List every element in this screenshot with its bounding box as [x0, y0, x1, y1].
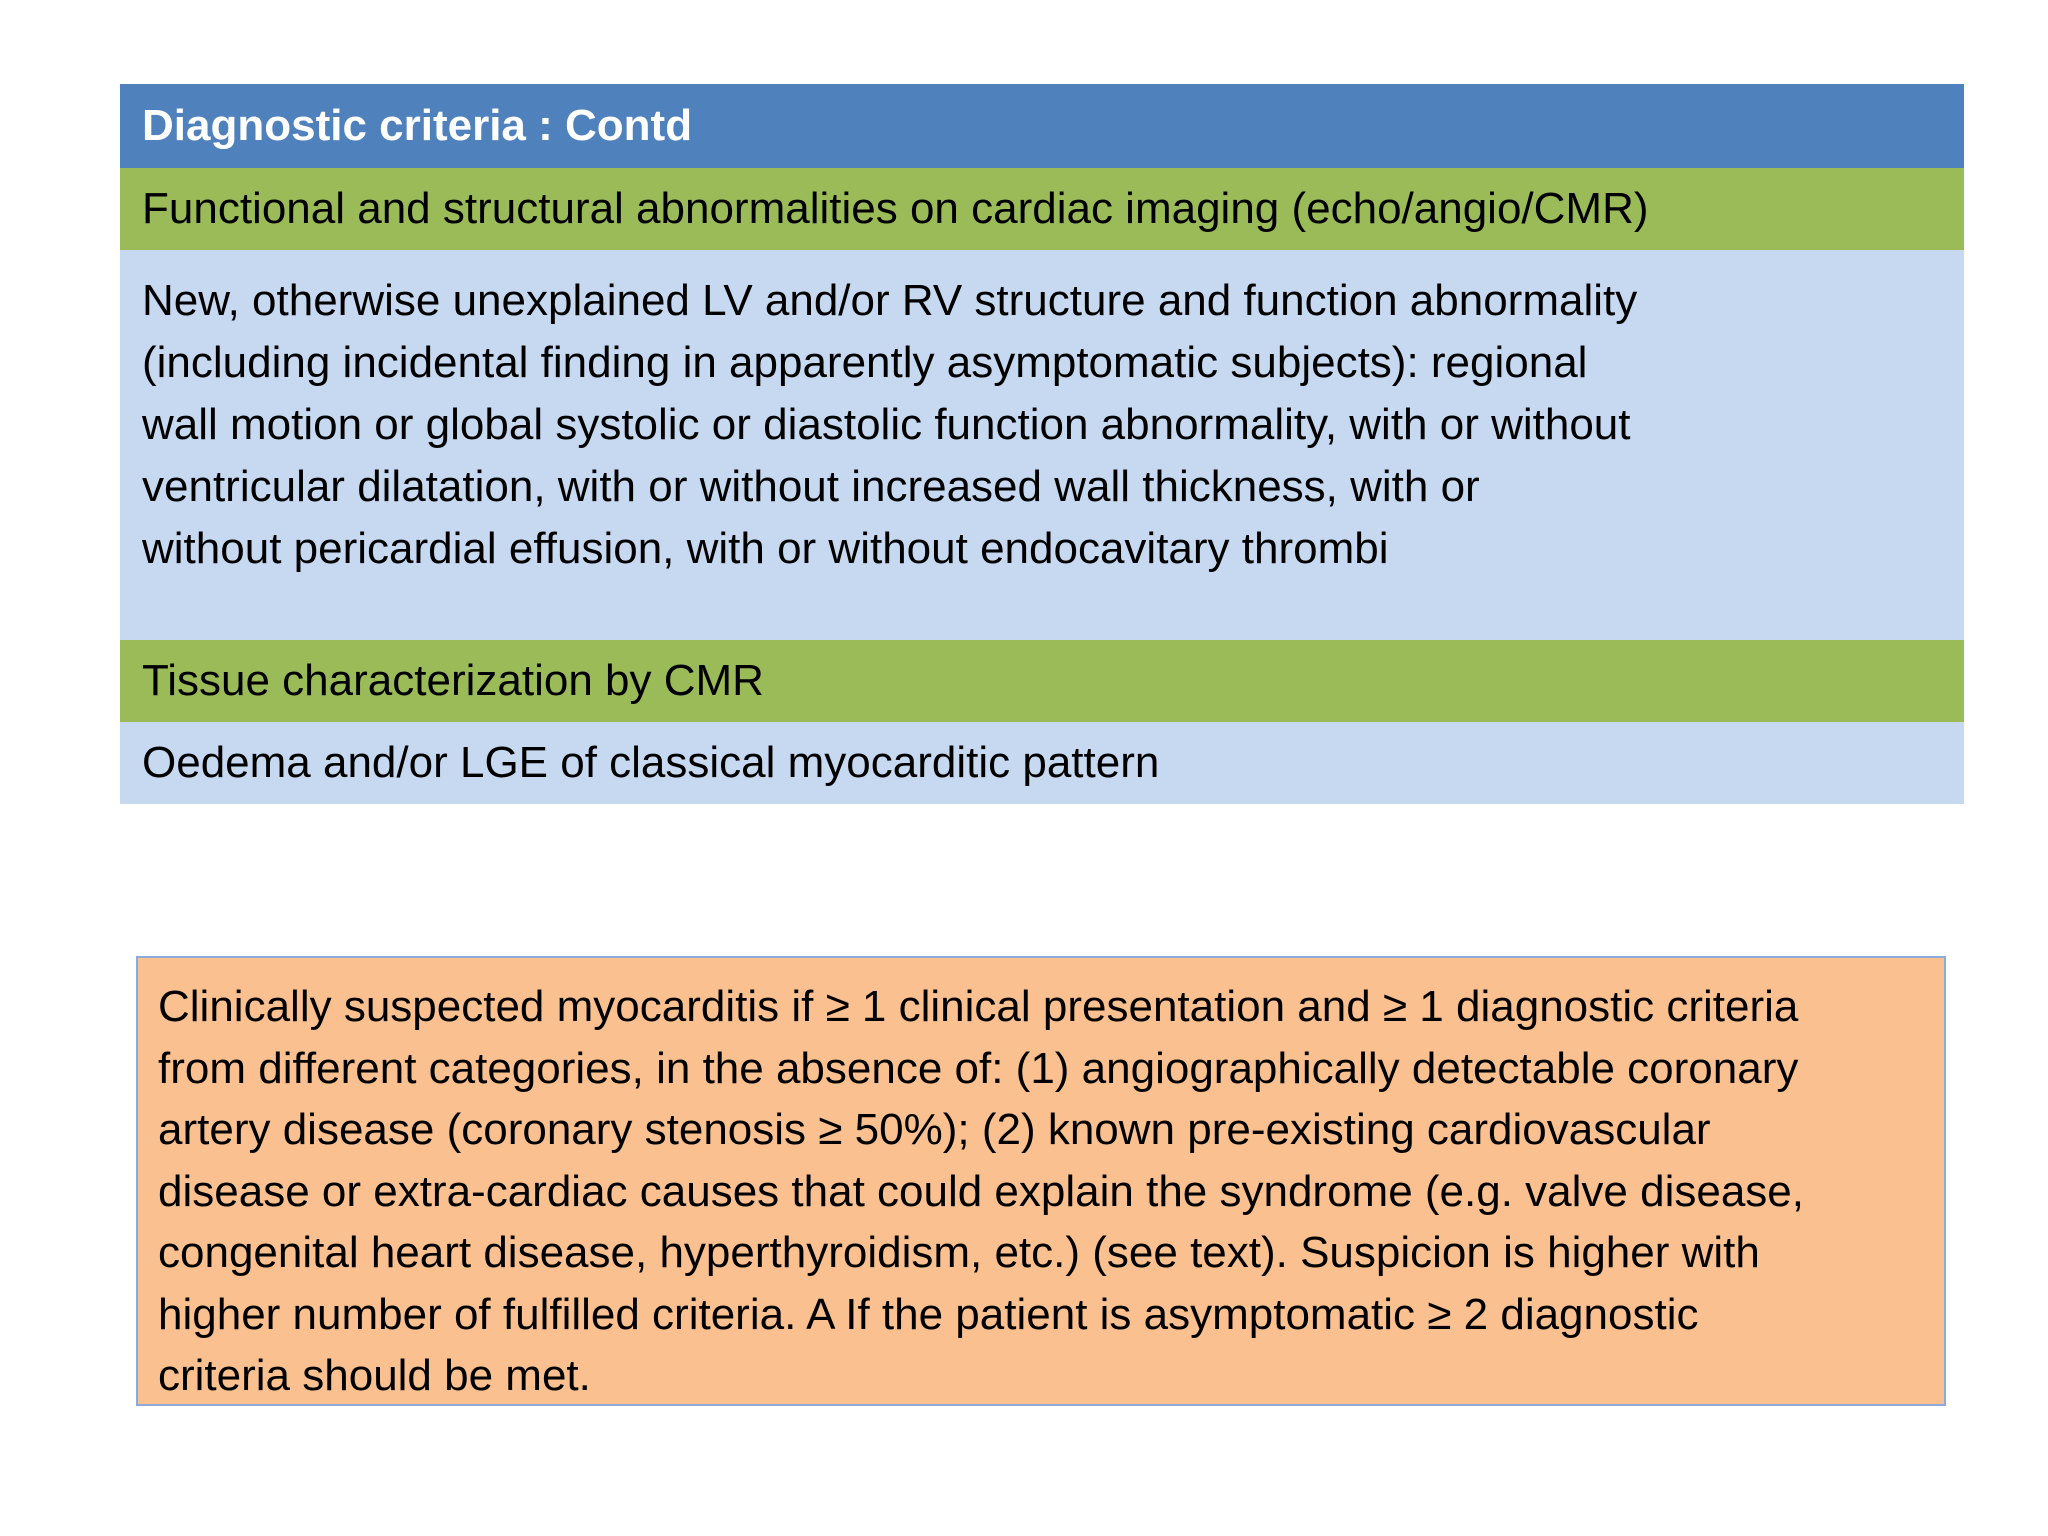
summary-line: congenital heart disease, hyperthyroidism, etc.) (see text). Suspicion is higher with [158, 1228, 1760, 1277]
summary-line: higher number of fulfilled criteria. A If the patient is asymptomatic ≥ 2 diagnostic [158, 1289, 1699, 1339]
section-body-imaging [120, 250, 1964, 640]
summary-line: artery disease (coronary stenosis ≥ 50%); (2) known pre-existing cardiovascular [158, 1105, 1711, 1154]
section-title-tissue: Tissue characterization by CMR [120, 640, 1964, 722]
body-line: without pericardial effusion, with or without endocavitary thrombi [142, 524, 1389, 573]
summary-box [136, 956, 1946, 1406]
section-title-imaging: Functional and structural abnormalities on cardiac imaging (echo/angio/CMR) [120, 168, 1964, 250]
summary-line: from different categories, in the absence of: (1) angiographically detectable coronary [158, 1043, 1799, 1093]
summary-line: Clinically suspected myocarditis if ≥ 1 clinical presentation and ≥ 1 diagnostic criteria [158, 982, 1799, 1031]
criteria-table [120, 84, 1964, 804]
body-line: (including incidental finding in apparently asymptomatic subjects): regional [142, 338, 1588, 387]
section-body-tissue: Oedema and/or LGE of classical myocarditic pattern [120, 722, 1964, 804]
table-header: Diagnostic criteria : Contd [120, 84, 1964, 168]
summary-line: criteria should be met. [158, 1351, 591, 1400]
body-line: New, otherwise unexplained LV and/or RV structure and function abnormality [142, 276, 1638, 325]
summary-line: disease or extra-cardiac causes that could explain the syndrome (e.g. valve disease, [158, 1166, 1804, 1216]
body-line: ventricular dilatation, with or without increased wall thickness, with or [142, 462, 1480, 511]
body-line: wall motion or global systolic or diastolic function abnormality, with or without [142, 400, 1631, 449]
